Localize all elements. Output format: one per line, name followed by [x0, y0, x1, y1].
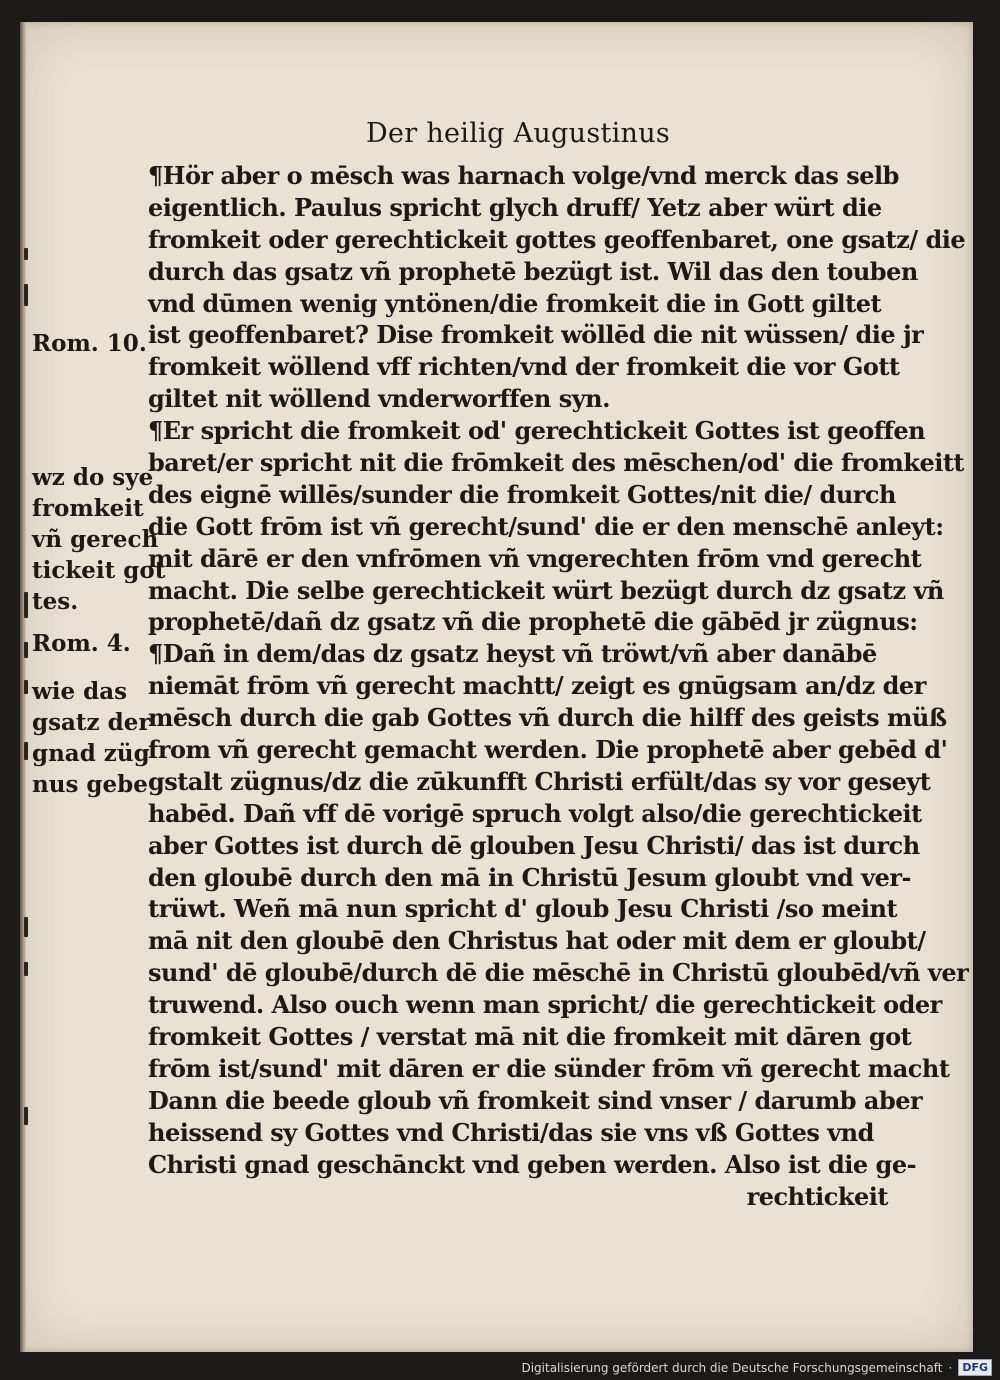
text-line: den gloubē durch den mā in Christū Jesum gloubt vnd ver- — [148, 862, 911, 892]
dfg-logo-icon: DFG — [958, 1359, 992, 1376]
text-line: niemāt frōm vñ gerecht machtt/ zeigt es gnūgsam an/dz der — [148, 671, 926, 701]
text-line: gstalt zügnus/dz die zūkunfft Christi erfült/das sy vor geseyt — [148, 766, 931, 796]
margin-note-line: fromkeit — [32, 495, 144, 522]
text-line: mā nit den gloubē den Christus hat oder mit dem er gloubt/ — [148, 926, 926, 956]
text-line: durch das gsatz vñ prophetē bezügt ist. Wil das den touben — [148, 256, 918, 286]
text-line: baret/er spricht nit die frōmkeit des mēschen/od' die fromkeitt — [148, 448, 964, 478]
text-line: des eignē willēs/sunder die fromkeit Gottes/nit die/ durch — [148, 479, 896, 509]
text-line: aber Gottes ist durch dē glouben Jesu Christi/ das ist durch — [148, 830, 920, 860]
body-text — [148, 160, 969, 1212]
margin-note-line: wie das — [32, 678, 128, 705]
margin-note-line: tes. — [32, 588, 79, 615]
margin-note-fromkeit — [32, 462, 165, 617]
margin-note-rom-4 — [32, 628, 131, 659]
footer-credit: Digitalisierung gefördert durch die Deutsche Forschungsgemeinschaft · DFG — [521, 1359, 992, 1376]
margin-note-line: vñ gerech — [32, 526, 159, 553]
text-line: truwend. Also ouch wenn man spricht/ die gerechtickeit oder — [148, 990, 942, 1020]
text-line: fromkeit Gottes / verstat mā nit die fromkeit mit dāren got — [148, 1022, 912, 1052]
text-line: sund' dē gloubē/durch dē die mēschē in Christū gloubēd/vñ ver — [148, 958, 969, 988]
margin-note-line: gnad züg — [32, 740, 150, 767]
text-line: die Gott frōm ist vñ gerecht/sund' die er den menschē anleyt: — [148, 511, 944, 541]
text-line: vnd dūmen wenig yntönen/die fromkeit die in Gott giltet — [148, 288, 882, 318]
text-line: trüwt. Weñ mā nun spricht d' gloub Jesu Christi /so meint — [148, 894, 898, 924]
text-line: macht. Die selbe gerechtickeit würt bezügt durch dz gsatz vñ — [148, 575, 944, 605]
text-line: giltet nit wöllend vnderworffen syn. — [148, 384, 610, 414]
margin-note-line: Rom. 4. — [32, 630, 131, 657]
text-line: heissend sy Gottes vnd Christi/das sie vns vß Gottes vnd — [148, 1117, 874, 1147]
text-line: ¶Dañ in dem/das dz gsatz heyst vñ tröwt/vñ aber danābē — [148, 639, 877, 669]
text-line: ist geoffenbaret? Dise fromkeit wöllēd die nit wüssen/ die jr — [148, 320, 924, 350]
book-page — [20, 22, 973, 1352]
paragraph-mark-icon: ¶ — [148, 416, 163, 446]
text-line: fromkeit oder gerechtickeit gottes geoffenbaret, one gsatz/ die — [148, 224, 966, 254]
text-line: Christi gnad geschānckt vnd geben werden. Also ist die ge- — [148, 1149, 917, 1179]
footer-text: Digitalisierung gefördert durch die Deutsche Forschungsgemeinschaft — [521, 1360, 943, 1375]
margin-note-line: Rom. 10. — [32, 330, 147, 357]
text-line: prophetē/dañ dz gsatz vñ die prophetē die gābēd jr zügnus: — [148, 607, 918, 637]
text-line: from vñ gerecht gemacht werden. Die prophetē aber gebēd d' — [148, 735, 948, 765]
text-line: Dann die beede gloub vñ fromkeit sind vnser / darumb aber — [148, 1085, 923, 1115]
margin-note-gsatz — [32, 676, 150, 800]
margin-note-line: tickeit got — [32, 557, 166, 584]
text-line: mēsch durch die gab Gottes vñ durch die hilff des geists müß — [148, 703, 947, 733]
running-head: Der heilig Augustinus — [366, 118, 671, 149]
text-line: habēd. Dañ vff dē vorigē spruch volgt also/die gerechtickeit — [148, 798, 922, 828]
margin-note-line: nus gebe — [32, 771, 148, 798]
text-line: ¶Hör aber o mēsch was harnach volge/vnd merck das selb — [148, 161, 899, 190]
text-line: mit dārē er den vnfrōmen vñ vngerechten frōm vnd gerecht — [148, 543, 922, 573]
text-line: frōm ist/sund' mit dāren er die sünder frōm vñ gerecht macht — [148, 1053, 950, 1083]
margin-note-line: wz do sye — [32, 464, 154, 491]
catchword: rechtickeit — [746, 1181, 888, 1211]
text-line: ¶Er spricht die fromkeit od' gerechtickeit Gottes ist geoffen — [148, 416, 926, 446]
paragraph-mark-icon: ¶ — [148, 161, 163, 190]
paragraph-mark-icon: ¶ — [148, 639, 163, 669]
margin-note-rom-10 — [32, 328, 147, 359]
margin-note-line: gsatz der — [32, 709, 151, 736]
text-line: eigentlich. Paulus spricht glych druff/ Yetz aber würt die — [148, 192, 882, 222]
text-line: fromkeit wöllend vff richten/vnd der fromkeit die vor Gott — [148, 352, 900, 382]
